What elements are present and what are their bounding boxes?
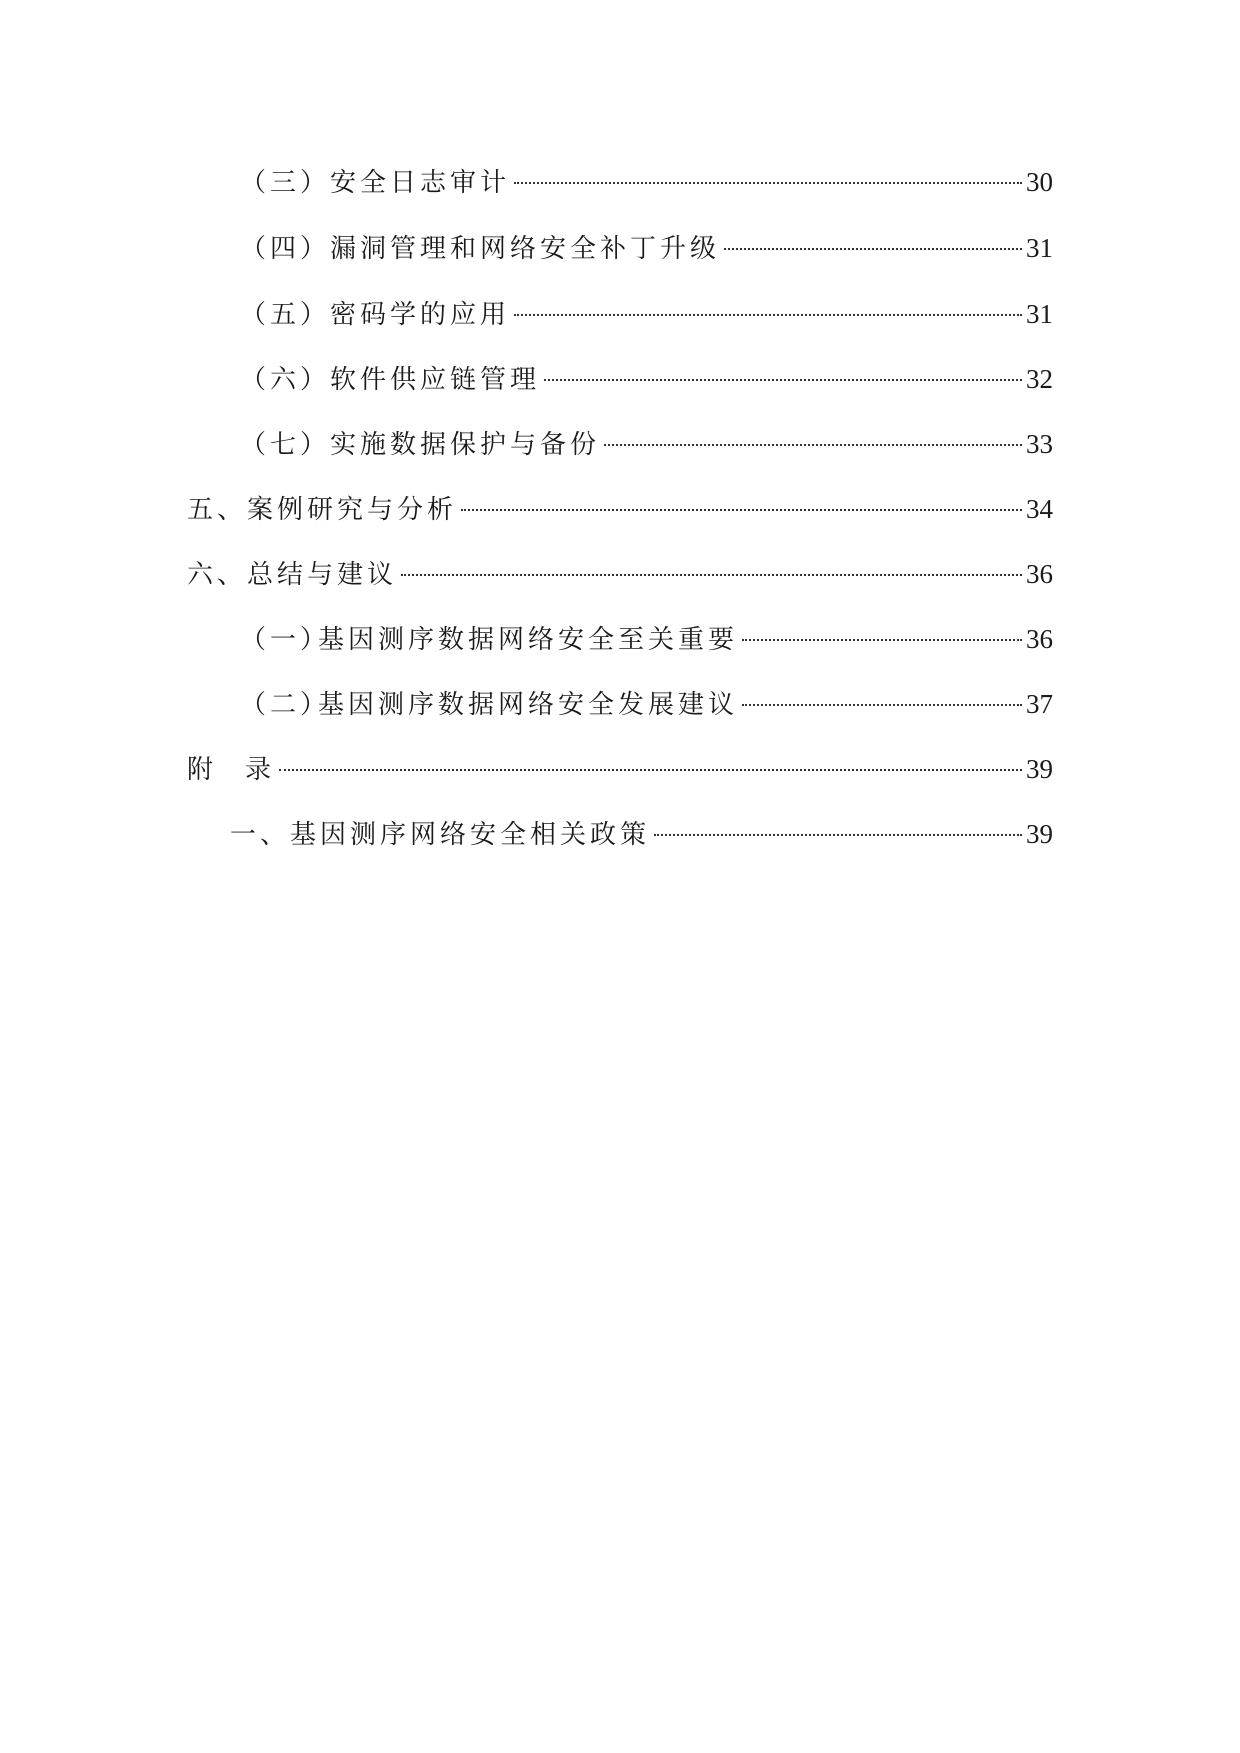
toc-entry[interactable] — [230, 814, 1053, 854]
dot-leader — [742, 639, 1022, 641]
toc-entry-page: 32 — [1026, 364, 1053, 394]
toc-entry-number: 五、 — [187, 495, 248, 525]
toc-entry-number: （五） — [240, 300, 331, 330]
toc-entry[interactable] — [240, 228, 1053, 268]
dot-leader — [514, 182, 1022, 184]
toc-entry-number: 六、 — [187, 560, 248, 590]
toc-entry-page: 33 — [1026, 429, 1053, 459]
toc-entry-page: 37 — [1026, 689, 1053, 719]
toc-entry-title: 安全日志审计 — [330, 168, 511, 198]
toc-entry-page: 39 — [1026, 754, 1053, 784]
dot-leader — [654, 834, 1022, 836]
toc-entry-page: 34 — [1026, 494, 1053, 524]
toc-entry-number: （六） — [240, 365, 331, 395]
toc-entry-number: 一、 — [230, 820, 291, 850]
toc-entry[interactable] — [187, 749, 1053, 789]
dot-leader — [514, 314, 1022, 316]
toc-entry-number: （四） — [240, 234, 331, 264]
toc-entry-page: 36 — [1026, 624, 1053, 654]
toc-entry-page: 36 — [1026, 559, 1053, 589]
toc-entry[interactable] — [240, 619, 1053, 659]
toc-entry-title: 软件供应链管理 — [330, 365, 541, 395]
toc-entry-number: （一） — [240, 625, 331, 655]
toc-entry-page: 39 — [1026, 819, 1053, 849]
toc-entry[interactable] — [240, 684, 1053, 724]
dot-leader — [461, 509, 1022, 511]
toc-entry-page: 31 — [1026, 299, 1053, 329]
toc-entry[interactable] — [240, 294, 1053, 334]
dot-leader — [604, 444, 1022, 446]
dot-leader — [742, 704, 1022, 706]
toc-entry-title: 基因测序网络安全相关政策 — [290, 820, 651, 850]
dot-leader — [724, 248, 1022, 250]
toc-entry-number: （二） — [240, 690, 331, 720]
toc-entry-title: 基因测序数据网络安全至关重要 — [318, 625, 739, 655]
toc-entry[interactable] — [187, 489, 1053, 529]
toc-entry-title: 实施数据保护与备份 — [330, 430, 601, 460]
dot-leader — [544, 379, 1022, 381]
toc-entry[interactable] — [187, 554, 1053, 594]
toc-entry-number: （三） — [240, 168, 331, 198]
toc-entry-title: 基因测序数据网络安全发展建议 — [318, 690, 739, 720]
toc-entry-page: 30 — [1026, 167, 1053, 197]
toc-entry-title: 案例研究与分析 — [247, 495, 458, 525]
toc-entry-title: 密码学的应用 — [330, 300, 511, 330]
toc-entry-number: 附 — [187, 755, 218, 785]
toc-entry[interactable] — [240, 162, 1053, 202]
toc-entry-number: （七） — [240, 430, 331, 460]
toc-entry[interactable] — [240, 424, 1053, 464]
toc-entry-title: 漏洞管理和网络安全补丁升级 — [330, 234, 721, 264]
dot-leader — [279, 769, 1022, 771]
toc-entry-title: 录 — [245, 755, 276, 785]
toc-entry-title: 总结与建议 — [247, 560, 398, 590]
toc-entry[interactable] — [240, 359, 1053, 399]
toc-entry-page: 31 — [1026, 233, 1053, 263]
dot-leader — [401, 574, 1022, 576]
